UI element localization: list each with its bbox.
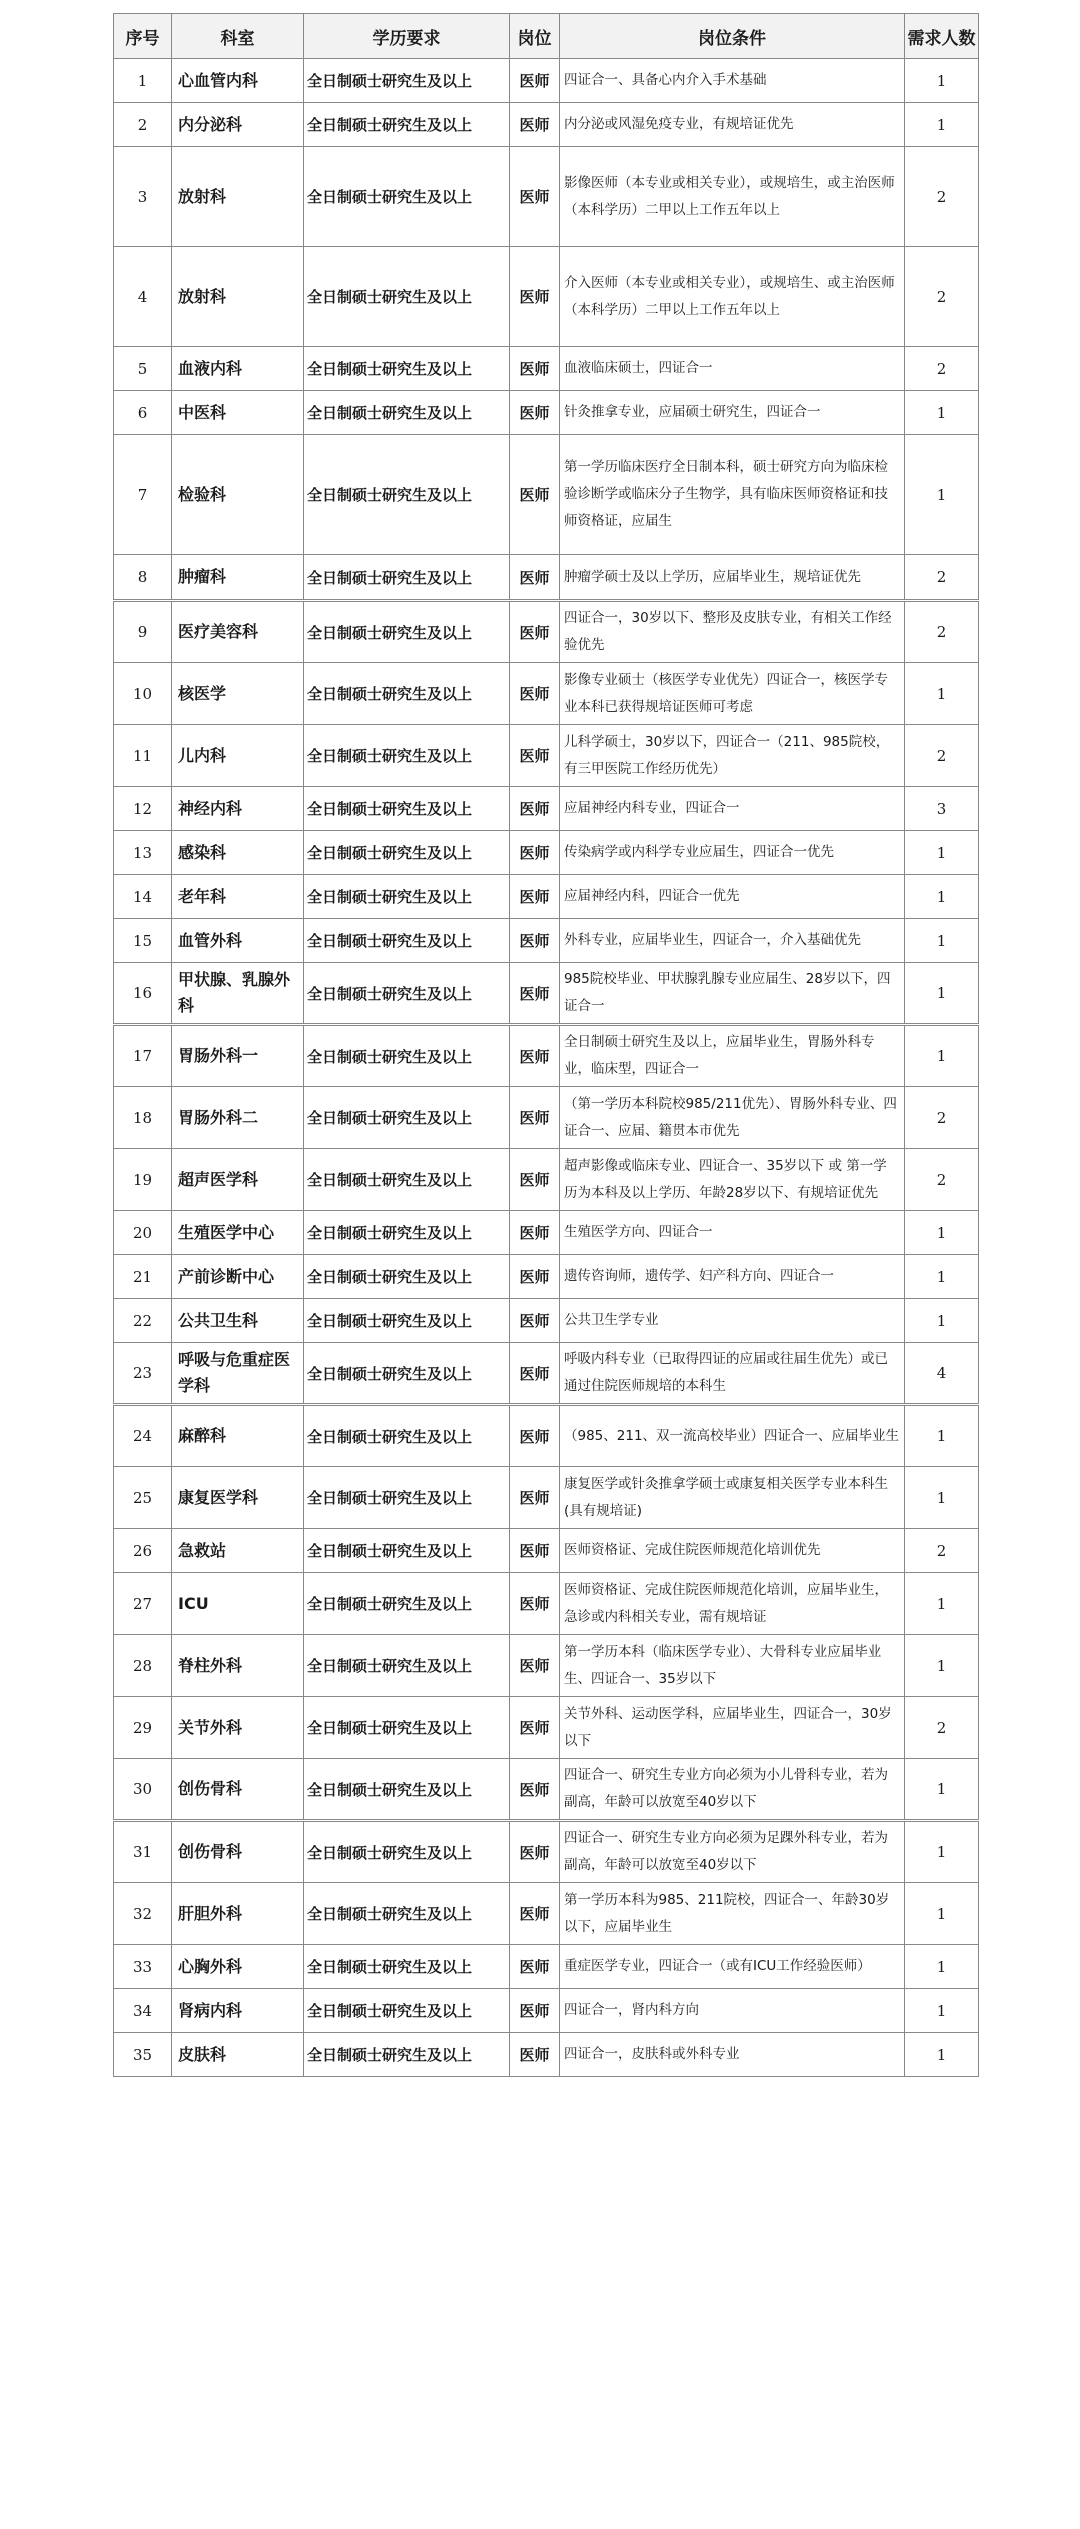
row-count: 1: [905, 1025, 979, 1087]
row-cond: 肿瘤学硕士及以上学历，应届毕业生，规培证优先: [560, 555, 905, 601]
row-count: 2: [905, 1149, 979, 1211]
row-cond: 医师资格证、完成住院医师规范化培训，应届毕业生，急诊或内科相关专业，需有规培证: [560, 1573, 905, 1635]
row-dept: 皮肤科: [172, 2033, 304, 2077]
row-cond: 康复医学或针灸推拿学硕士或康复相关医学专业本科生(具有规培证): [560, 1467, 905, 1529]
row-edu: 全日制硕士研究生及以上: [304, 1343, 510, 1405]
row-seq: 30: [114, 1759, 172, 1821]
row-post: 医师: [510, 1255, 560, 1299]
header-count: 需求人数: [905, 14, 979, 59]
header-edu: 学历要求: [304, 14, 510, 59]
row-dept: 急救站: [172, 1529, 304, 1573]
row-seq: 19: [114, 1149, 172, 1211]
row-cond: 四证合一、研究生专业方向必须为小儿骨科专业，若为副高，年龄可以放宽至40岁以下: [560, 1759, 905, 1821]
row-count: 1: [905, 1989, 979, 2033]
row-cond: 第一学历临床医疗全日制本科，硕士研究方向为临床检验诊断学或临床分子生物学，具有临床医师资格证和技师资格证，应届生: [560, 435, 905, 555]
row-count: 1: [905, 435, 979, 555]
row-edu: 全日制硕士研究生及以上: [304, 725, 510, 787]
row-cond: 四证合一，皮肤科或外科专业: [560, 2033, 905, 2077]
table-row: [114, 1343, 979, 1405]
table-row: [114, 391, 979, 435]
row-seq: 32: [114, 1883, 172, 1945]
table-row: [114, 1025, 979, 1087]
row-dept: 胃肠外科二: [172, 1087, 304, 1149]
row-edu: 全日制硕士研究生及以上: [304, 1529, 510, 1573]
table-row: [114, 725, 979, 787]
row-dept: 公共卫生科: [172, 1299, 304, 1343]
row-seq: 35: [114, 2033, 172, 2077]
row-seq: 33: [114, 1945, 172, 1989]
row-edu: 全日制硕士研究生及以上: [304, 1821, 510, 1883]
table-row: [114, 1299, 979, 1343]
row-edu: 全日制硕士研究生及以上: [304, 103, 510, 147]
row-dept: 肾病内科: [172, 1989, 304, 2033]
row-post: 医师: [510, 1149, 560, 1211]
row-dept: 心血管内科: [172, 59, 304, 103]
row-dept: 核医学: [172, 663, 304, 725]
table-row: [114, 1529, 979, 1573]
row-seq: 15: [114, 919, 172, 963]
row-seq: 1: [114, 59, 172, 103]
row-count: 2: [905, 601, 979, 663]
row-cond: 四证合一，30岁以下、整形及皮肤专业，有相关工作经验优先: [560, 601, 905, 663]
row-post: 医师: [510, 1883, 560, 1945]
row-cond: 超声影像或临床专业、四证合一、35岁以下 或 第一学历为本科及以上学历、年龄28岁以下、有规培证优先: [560, 1149, 905, 1211]
row-post: 医师: [510, 787, 560, 831]
row-seq: 22: [114, 1299, 172, 1343]
row-dept: 超声医学科: [172, 1149, 304, 1211]
row-edu: 全日制硕士研究生及以上: [304, 1883, 510, 1945]
header-dept: 科室: [172, 14, 304, 59]
row-dept: 呼吸与危重症医学科: [172, 1343, 304, 1405]
table-row: [114, 103, 979, 147]
row-post: 医师: [510, 1405, 560, 1467]
table-row: [114, 601, 979, 663]
row-cond: 第一学历本科为985、211院校，四证合一、年龄30岁以下，应届毕业生: [560, 1883, 905, 1945]
row-count: 1: [905, 831, 979, 875]
row-post: 医师: [510, 1635, 560, 1697]
table-row: [114, 147, 979, 247]
row-dept: 关节外科: [172, 1697, 304, 1759]
header-cond: 岗位条件: [560, 14, 905, 59]
row-cond: 关节外科、运动医学科，应届毕业生，四证合一，30岁以下: [560, 1697, 905, 1759]
row-edu: 全日制硕士研究生及以上: [304, 1467, 510, 1529]
row-cond: 第一学历本科（临床医学专业）、大骨科专业应届毕业生、四证合一、35岁以下: [560, 1635, 905, 1697]
row-count: 1: [905, 919, 979, 963]
table-row: [114, 1467, 979, 1529]
row-count: 2: [905, 1087, 979, 1149]
row-dept: 脊柱外科: [172, 1635, 304, 1697]
row-edu: 全日制硕士研究生及以上: [304, 1299, 510, 1343]
row-edu: 全日制硕士研究生及以上: [304, 435, 510, 555]
row-edu: 全日制硕士研究生及以上: [304, 391, 510, 435]
row-edu: 全日制硕士研究生及以上: [304, 1087, 510, 1149]
row-dept: 老年科: [172, 875, 304, 919]
row-dept: 麻醉科: [172, 1405, 304, 1467]
row-edu: 全日制硕士研究生及以上: [304, 147, 510, 247]
row-edu: 全日制硕士研究生及以上: [304, 787, 510, 831]
row-dept: 康复医学科: [172, 1467, 304, 1529]
row-dept: 血液内科: [172, 347, 304, 391]
row-seq: 20: [114, 1211, 172, 1255]
row-seq: 34: [114, 1989, 172, 2033]
table-row: [114, 1087, 979, 1149]
row-dept: 创伤骨科: [172, 1759, 304, 1821]
row-count: 2: [905, 725, 979, 787]
row-cond: 儿科学硕士，30岁以下，四证合一（211、985院校，有三甲医院工作经历优先）: [560, 725, 905, 787]
row-post: 医师: [510, 103, 560, 147]
row-edu: 全日制硕士研究生及以上: [304, 347, 510, 391]
row-dept: 甲状腺、乳腺外科: [172, 963, 304, 1025]
row-edu: 全日制硕士研究生及以上: [304, 1989, 510, 2033]
row-seq: 17: [114, 1025, 172, 1087]
row-cond: （第一学历本科院校985/211优先）、胃肠外科专业、四证合一、应届、籍贯本市优先: [560, 1087, 905, 1149]
row-post: 医师: [510, 663, 560, 725]
row-edu: 全日制硕士研究生及以上: [304, 831, 510, 875]
row-cond: 全日制硕士研究生及以上，应届毕业生，胃肠外科专业，临床型，四证合一: [560, 1025, 905, 1087]
header-post: 岗位: [510, 14, 560, 59]
row-count: 1: [905, 1635, 979, 1697]
table-row: [114, 555, 979, 601]
row-post: 医师: [510, 59, 560, 103]
row-seq: 14: [114, 875, 172, 919]
table-row: [114, 1821, 979, 1883]
row-edu: 全日制硕士研究生及以上: [304, 1149, 510, 1211]
row-post: 医师: [510, 1759, 560, 1821]
table-row: [114, 2033, 979, 2077]
table-row: [114, 1945, 979, 1989]
row-dept: 产前诊断中心: [172, 1255, 304, 1299]
table-row: [114, 1883, 979, 1945]
row-cond: 影像医师（本专业或相关专业），或规培生，或主治医师（本科学历）二甲以上工作五年以上: [560, 147, 905, 247]
row-post: 医师: [510, 919, 560, 963]
table-row: [114, 1989, 979, 2033]
row-count: 4: [905, 1343, 979, 1405]
row-edu: 全日制硕士研究生及以上: [304, 601, 510, 663]
row-count: 1: [905, 1255, 979, 1299]
row-count: 1: [905, 963, 979, 1025]
table-row: [114, 1211, 979, 1255]
row-edu: 全日制硕士研究生及以上: [304, 59, 510, 103]
row-post: 医师: [510, 1697, 560, 1759]
row-edu: 全日制硕士研究生及以上: [304, 1573, 510, 1635]
row-count: 2: [905, 1697, 979, 1759]
row-seq: 13: [114, 831, 172, 875]
row-edu: 全日制硕士研究生及以上: [304, 875, 510, 919]
row-dept: 生殖医学中心: [172, 1211, 304, 1255]
row-cond: 应届神经内科，四证合一优先: [560, 875, 905, 919]
row-seq: 8: [114, 555, 172, 601]
row-cond: 四证合一、研究生专业方向必须为足踝外科专业，若为副高，年龄可以放宽至40岁以下: [560, 1821, 905, 1883]
recruitment-table: [113, 13, 979, 2077]
row-edu: 全日制硕士研究生及以上: [304, 1759, 510, 1821]
row-cond: 医师资格证、完成住院医师规范化培训优先: [560, 1529, 905, 1573]
row-count: 2: [905, 247, 979, 347]
row-edu: 全日制硕士研究生及以上: [304, 2033, 510, 2077]
table-row: [114, 875, 979, 919]
row-edu: 全日制硕士研究生及以上: [304, 1211, 510, 1255]
row-count: 1: [905, 663, 979, 725]
row-seq: 10: [114, 663, 172, 725]
row-seq: 18: [114, 1087, 172, 1149]
row-count: 1: [905, 875, 979, 919]
row-seq: 11: [114, 725, 172, 787]
row-edu: 全日制硕士研究生及以上: [304, 555, 510, 601]
row-dept: 创伤骨科: [172, 1821, 304, 1883]
row-cond: 内分泌或风湿免疫专业，有规培证优先: [560, 103, 905, 147]
row-count: 1: [905, 1467, 979, 1529]
table-row: [114, 1149, 979, 1211]
table-row: [114, 1697, 979, 1759]
row-count: 1: [905, 103, 979, 147]
table-row: [114, 919, 979, 963]
row-cond: 针灸推拿专业，应届硕士研究生，四证合一: [560, 391, 905, 435]
row-count: 1: [905, 1945, 979, 1989]
row-seq: 26: [114, 1529, 172, 1573]
row-count: 3: [905, 787, 979, 831]
row-seq: 28: [114, 1635, 172, 1697]
row-seq: 16: [114, 963, 172, 1025]
row-post: 医师: [510, 1467, 560, 1529]
row-count: 1: [905, 1821, 979, 1883]
row-dept: 内分泌科: [172, 103, 304, 147]
row-edu: 全日制硕士研究生及以上: [304, 1405, 510, 1467]
row-seq: 24: [114, 1405, 172, 1467]
row-cond: 应届神经内科专业，四证合一: [560, 787, 905, 831]
row-post: 医师: [510, 555, 560, 601]
table-row: [114, 1573, 979, 1635]
row-post: 医师: [510, 147, 560, 247]
row-dept: 儿内科: [172, 725, 304, 787]
row-count: 1: [905, 1883, 979, 1945]
row-count: 1: [905, 1405, 979, 1467]
row-seq: 3: [114, 147, 172, 247]
row-dept: 感染科: [172, 831, 304, 875]
row-count: 1: [905, 1759, 979, 1821]
row-dept: 神经内科: [172, 787, 304, 831]
row-dept: 放射科: [172, 147, 304, 247]
row-cond: 985院校毕业、甲状腺乳腺专业应届生、28岁以下，四证合一: [560, 963, 905, 1025]
table-row: [114, 663, 979, 725]
row-post: 医师: [510, 1573, 560, 1635]
row-cond: 四证合一，肾内科方向: [560, 1989, 905, 2033]
row-cond: 遗传咨询师，遗传学、妇产科方向、四证合一: [560, 1255, 905, 1299]
row-post: 医师: [510, 875, 560, 919]
row-post: 医师: [510, 1343, 560, 1405]
row-dept: 中医科: [172, 391, 304, 435]
row-count: 1: [905, 1299, 979, 1343]
row-count: 2: [905, 347, 979, 391]
row-seq: 23: [114, 1343, 172, 1405]
row-post: 医师: [510, 831, 560, 875]
row-dept: 肿瘤科: [172, 555, 304, 601]
row-cond: 公共卫生学专业: [560, 1299, 905, 1343]
row-cond: 介入医师（本专业或相关专业），或规培生、或主治医师（本科学历）二甲以上工作五年以上: [560, 247, 905, 347]
table-row: [114, 787, 979, 831]
row-seq: 27: [114, 1573, 172, 1635]
row-count: 2: [905, 147, 979, 247]
table-row: [114, 1255, 979, 1299]
row-cond: 生殖医学方向、四证合一: [560, 1211, 905, 1255]
row-seq: 31: [114, 1821, 172, 1883]
table-row: [114, 59, 979, 103]
row-cond: 影像专业硕士（核医学专业优先）四证合一，核医学专业本科已获得规培证医师可考虑: [560, 663, 905, 725]
row-post: 医师: [510, 391, 560, 435]
row-dept: 血管外科: [172, 919, 304, 963]
row-post: 医师: [510, 1025, 560, 1087]
row-edu: 全日制硕士研究生及以上: [304, 919, 510, 963]
row-post: 医师: [510, 1821, 560, 1883]
table-row: [114, 1635, 979, 1697]
table-row: [114, 1759, 979, 1821]
row-count: 1: [905, 1211, 979, 1255]
row-post: 医师: [510, 1087, 560, 1149]
row-dept: 检验科: [172, 435, 304, 555]
row-post: 医师: [510, 1529, 560, 1573]
row-seq: 4: [114, 247, 172, 347]
row-post: 医师: [510, 601, 560, 663]
row-count: 2: [905, 555, 979, 601]
table-row: [114, 347, 979, 391]
row-edu: 全日制硕士研究生及以上: [304, 1025, 510, 1087]
row-post: 医师: [510, 1299, 560, 1343]
row-count: 1: [905, 391, 979, 435]
row-post: 医师: [510, 435, 560, 555]
row-cond: 重症医学专业，四证合一（或有ICU工作经验医师）: [560, 1945, 905, 1989]
row-seq: 7: [114, 435, 172, 555]
row-dept: 胃肠外科一: [172, 1025, 304, 1087]
row-edu: 全日制硕士研究生及以上: [304, 1697, 510, 1759]
row-post: 医师: [510, 247, 560, 347]
header-seq: 序号: [114, 14, 172, 59]
row-cond: （985、211、双一流高校毕业）四证合一、应届毕业生: [560, 1405, 905, 1467]
row-count: 1: [905, 2033, 979, 2077]
table-row: [114, 963, 979, 1025]
row-post: 医师: [510, 1211, 560, 1255]
row-post: 医师: [510, 1989, 560, 2033]
row-dept: ICU: [172, 1573, 304, 1635]
header-row: [114, 14, 979, 59]
row-dept: 肝胆外科: [172, 1883, 304, 1945]
row-dept: 医疗美容科: [172, 601, 304, 663]
row-edu: 全日制硕士研究生及以上: [304, 1635, 510, 1697]
table-row: [114, 435, 979, 555]
row-count: 1: [905, 1573, 979, 1635]
row-cond: 四证合一、具备心内介入手术基础: [560, 59, 905, 103]
row-cond: 外科专业，应届毕业生，四证合一，介入基础优先: [560, 919, 905, 963]
row-edu: 全日制硕士研究生及以上: [304, 247, 510, 347]
row-edu: 全日制硕士研究生及以上: [304, 1255, 510, 1299]
row-edu: 全日制硕士研究生及以上: [304, 663, 510, 725]
row-post: 医师: [510, 347, 560, 391]
row-edu: 全日制硕士研究生及以上: [304, 1945, 510, 1989]
row-seq: 21: [114, 1255, 172, 1299]
row-seq: 12: [114, 787, 172, 831]
row-edu: 全日制硕士研究生及以上: [304, 963, 510, 1025]
row-seq: 6: [114, 391, 172, 435]
row-seq: 25: [114, 1467, 172, 1529]
row-post: 医师: [510, 963, 560, 1025]
table-row: [114, 831, 979, 875]
row-cond: 呼吸内科专业（已取得四证的应届或往届生优先）或已通过住院医师规培的本科生: [560, 1343, 905, 1405]
row-seq: 2: [114, 103, 172, 147]
table-row: [114, 247, 979, 347]
row-cond: 传染病学或内科学专业应届生，四证合一优先: [560, 831, 905, 875]
row-dept: 放射科: [172, 247, 304, 347]
row-cond: 血液临床硕士，四证合一: [560, 347, 905, 391]
table-row: [114, 1405, 979, 1467]
row-post: 医师: [510, 1945, 560, 1989]
row-seq: 9: [114, 601, 172, 663]
row-seq: 5: [114, 347, 172, 391]
row-dept: 心胸外科: [172, 1945, 304, 1989]
row-count: 2: [905, 1529, 979, 1573]
row-count: 1: [905, 59, 979, 103]
row-post: 医师: [510, 2033, 560, 2077]
row-seq: 29: [114, 1697, 172, 1759]
row-post: 医师: [510, 725, 560, 787]
